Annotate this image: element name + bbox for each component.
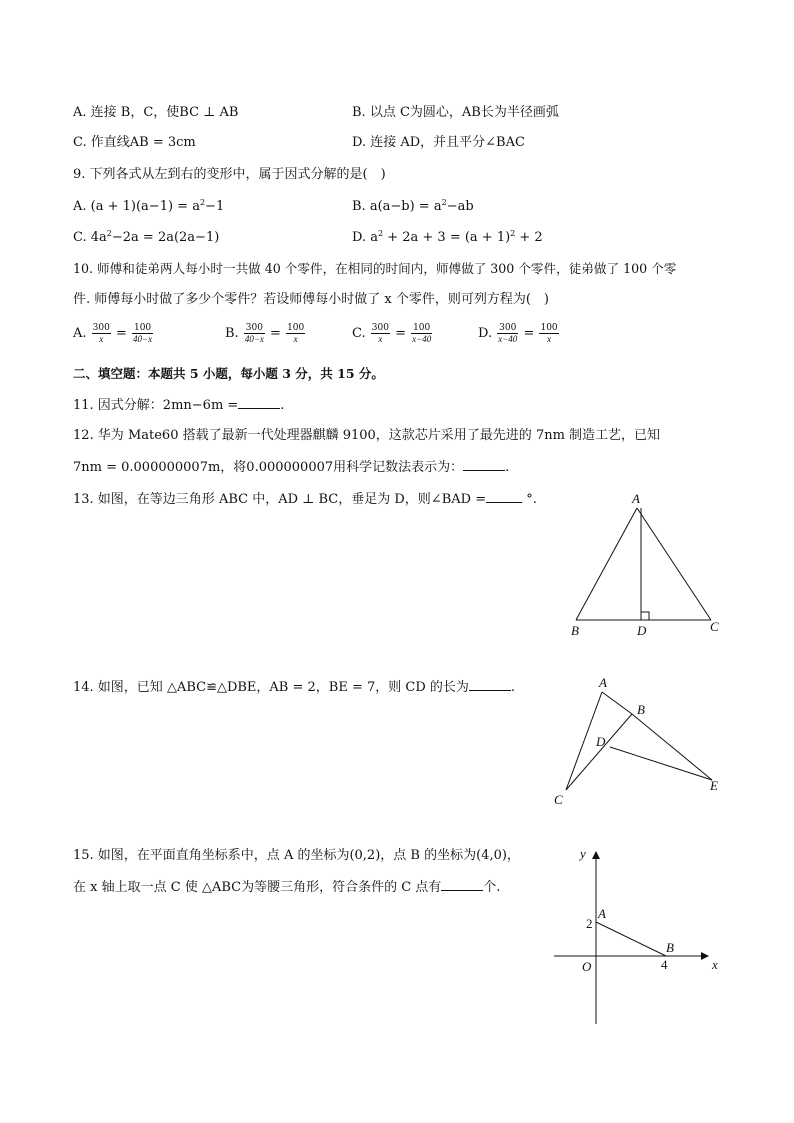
q12-answer-blank[interactable]	[463, 458, 505, 471]
q8-option-b: B. 以点 C为圆心，AB长为半径画弧	[352, 105, 559, 120]
q12-stem-line2: 7nm = 0.000000007m，将0.000000007用科学记数法表示为： .	[73, 460, 510, 475]
fig15-tick-2: 2	[586, 916, 593, 931]
q11-stem: 11. 因式分解：2mn−6m = .	[73, 398, 285, 413]
fig15-label-y: y	[580, 846, 586, 861]
fig14-label-d: D	[596, 734, 606, 749]
fig14-label-e: E	[710, 778, 718, 793]
q9-stem: 9. 下列各式从左到右的变形中，属于因式分解的是( )	[73, 167, 386, 182]
q10-option-a: A. $\frac{300}{x}$ = $\frac{100}{40-x}$	[73, 323, 153, 344]
q10-stem-line1: 10. 师傅和徒弟两人每小时一共做 40 个零件，在相同的时间内，师傅做了 300 个零件，徒弟做了 100 个零	[73, 261, 677, 276]
q10-stem-line2: 件. 师傅每小时做了多少个零件？若设师傅每小时做了 x 个零件，则可列方程为( )	[73, 292, 550, 307]
fig14-label-c: C	[554, 792, 563, 807]
fig15-label-a: A	[598, 906, 606, 921]
fig13-label-a: A	[632, 491, 640, 506]
figure-equilateral-triangle	[560, 488, 720, 638]
q9-option-a: A. $(a + 1)(a-1) = a^2-1$	[73, 198, 225, 214]
q8-option-d: D. 连接 AD，并且平分∠BAC	[352, 135, 525, 150]
q15-answer-blank[interactable]	[441, 878, 483, 891]
q9-option-b: B. $a(a-b) = a^2-ab$	[352, 198, 474, 214]
q12-stem-line1: 12. 华为 Mate60 搭载了最新一代处理器麒麟 9100，这款芯片采用了最先进的 7nm 制造工艺，已知	[73, 428, 661, 443]
q8-option-c: C. 作直线AB = 3cm	[73, 135, 196, 150]
figure-coordinate-plane	[550, 842, 730, 1032]
q11-answer-blank[interactable]	[238, 396, 280, 409]
fig15-label-o: O	[582, 959, 592, 974]
q8-option-a: A. 连接 B，C，使BC ⊥ AB	[73, 105, 239, 120]
q10-option-b: B. $\frac{300}{40-x}$ = $\frac{100}{x}$	[225, 323, 305, 344]
fig13-label-c: C	[710, 619, 719, 634]
q13-answer-blank[interactable]	[486, 490, 522, 503]
q10-option-c: C. $\frac{300}{x}$ = $\frac{100}{x-40}$	[352, 323, 432, 344]
fig13-label-b: B	[571, 623, 579, 638]
section-2-heading: 二、填空题：本题共 5 小题，每小题 3 分，共 15 分。	[73, 366, 384, 381]
fig14-label-a: A	[599, 675, 607, 690]
q9-option-c: C. $4a^2-2a = 2a(2a-1)$	[73, 229, 220, 245]
fig15-label-b: B	[666, 940, 674, 955]
fig15-label-x: x	[712, 957, 718, 972]
q15-stem-line1: 15. 如图，在平面直角坐标系中，点 A 的坐标为(0,2)，点 B 的坐标为(4,0)，	[73, 848, 520, 863]
q10-option-d: D. $\frac{300}{x-40}$ = $\frac{100}{x}$	[478, 323, 558, 344]
q13-stem: 13. 如图，在等边三角形 ABC 中，AD ⊥ BC，垂足为 D，则∠BAD = °.	[73, 492, 537, 507]
q9-option-d: D. $a^2 + 2a + 3 = (a + 1)^2 + 2$	[352, 229, 543, 245]
fig14-label-b: B	[637, 702, 645, 717]
q14-stem: 14. 如图，已知 △ABC≌△DBE，AB = 2，BE = 7，则 CD 的长为 .	[73, 680, 516, 695]
q14-answer-blank[interactable]	[469, 678, 511, 691]
fig15-tick-4: 4	[661, 957, 668, 972]
figure-congruent-triangles	[548, 672, 728, 812]
q15-stem-line2: 在 x 轴上取一点 C 使 △ABC为等腰三角形，符合条件的 C 点有 个.	[73, 880, 501, 895]
fig13-label-d: D	[637, 623, 647, 638]
segment-ab	[596, 922, 666, 956]
